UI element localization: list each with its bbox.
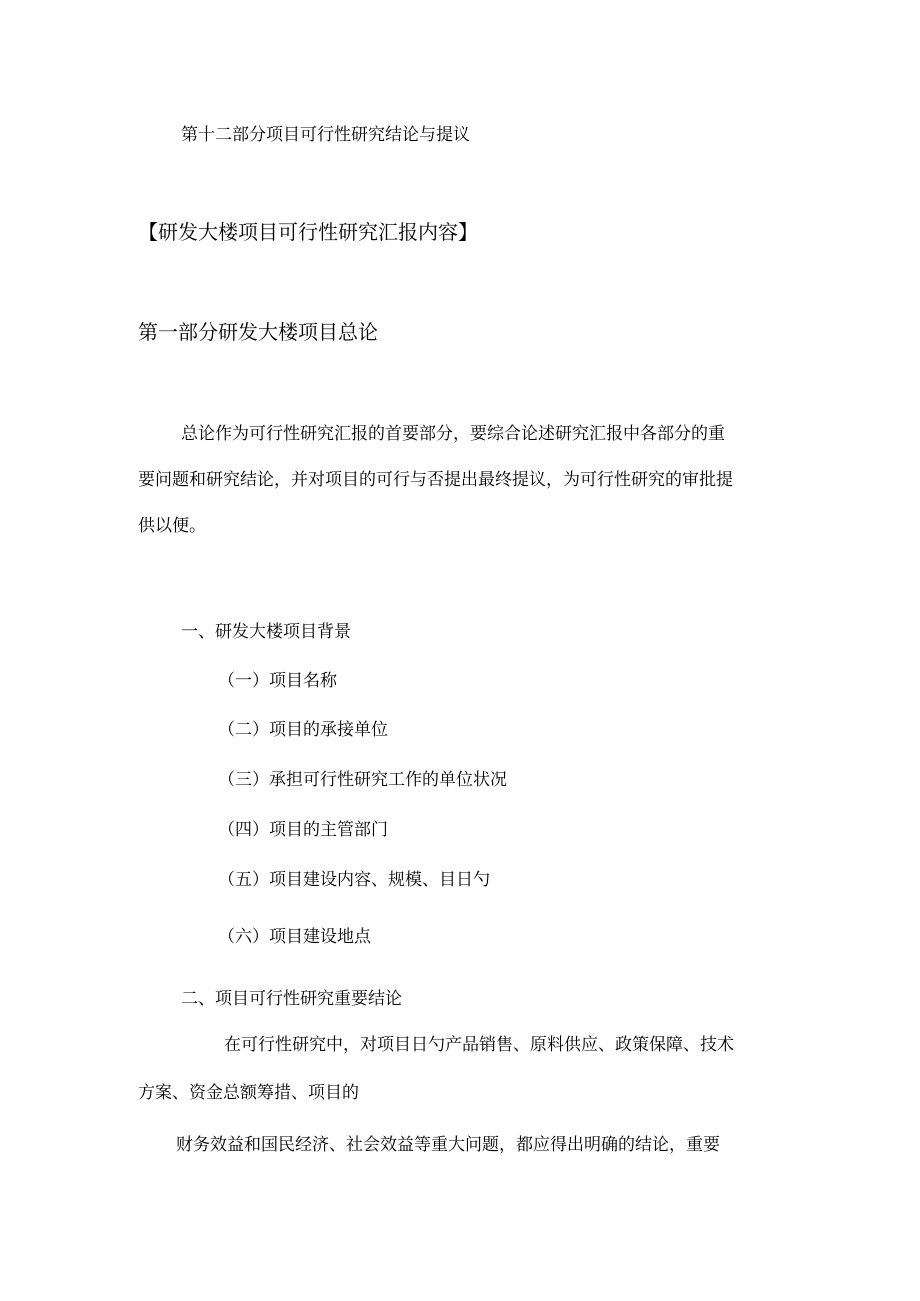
- list-item-supervising-dept: （四）项目的主管部门: [218, 820, 388, 840]
- part1-heading: 第一部分研发大楼项目总论: [138, 320, 378, 344]
- part12-title: 第十二部分项目可行性研究结论与提议: [181, 125, 470, 145]
- conclusion-paragraph-line-3: 财务效益和国民经济、社会效益等重大问题，都应得出明确的结论，重要: [176, 1135, 720, 1155]
- intro-paragraph-line-2: 要问题和研究结论，并对项目的可行与否提出最终提议，为可行性研究的审批提: [138, 470, 733, 490]
- list-item-project-name: （一）项目名称: [218, 671, 337, 691]
- list-item-research-unit: （三）承担可行性研究工作的单位状况: [218, 770, 507, 790]
- conclusion-paragraph-line-2: 方案、资金总额筹措、项目的: [138, 1083, 359, 1103]
- section2-title: 二、项目可行性研究重要结论: [181, 989, 402, 1009]
- list-item-undertaking-unit: （二）项目的承接单位: [218, 720, 388, 740]
- section1-title: 一、研发大楼项目背景: [181, 622, 351, 642]
- report-heading: 【研发大楼项目可行性研究汇报内容】: [138, 220, 478, 244]
- list-item-construction-content: （五）项目建设内容、规模、目日勺: [218, 870, 490, 890]
- intro-paragraph-line-3: 供以便。: [138, 516, 206, 536]
- conclusion-paragraph-line-1: 在可行性研究中，对项目日勺产品销售、原料供应、政策保障、技术: [224, 1035, 734, 1055]
- intro-paragraph-line-1: 总论作为可行性研究汇报的首要部分，要综合论述研究汇报中各部分的重: [181, 424, 725, 444]
- list-item-construction-site: （六）项目建设地点: [218, 927, 371, 947]
